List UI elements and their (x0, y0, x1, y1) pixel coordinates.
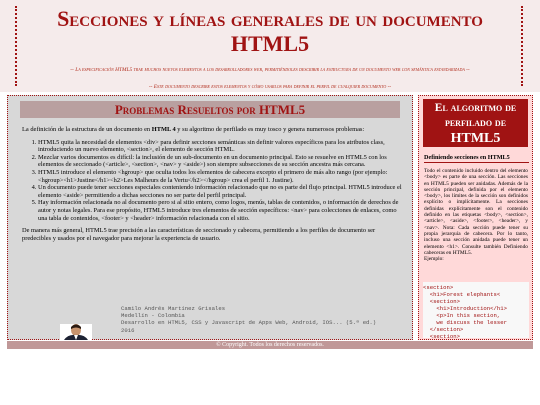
list-item: 2. Mezclar varios documentos es difícil: la inclusión de un sub-documento en un documento principal. Esto se resuelve en HTML5 con los elementos de seccionado (<article>, <section>, <nav> y <aside>) son siempre subsecciones de su sección ancestra más cercana. (38, 154, 402, 169)
list-item: 3. HTML5 introduce el elemento <hgroup> que oculta todos los elementos de cabecera excepto el primero de más alto rango (por ejemplo: <hgroup><h1>Justine</h1><h2>Les Malheurs de la Vertu</h2></hgroup> crea el perfil 1. Justine). (38, 169, 402, 184)
problems-list (22, 139, 402, 223)
code-line: <h1>Forest elephants< (423, 291, 501, 298)
page-footer (7, 341, 533, 349)
sidebar-heading: Definiendo secciones en HTML5 (424, 154, 510, 161)
header-dotted-border-right (521, 6, 523, 86)
sidebar-title-line-3: HTML5 (450, 131, 501, 146)
intro-text-b: HTML 4 (151, 126, 176, 133)
article-conclusion: De manera más general, HTML5 trae precisión a las características de seccionado y cabecera, permitiendo a los perfiles de documento ser predecibles y usados por el navegador para mejorar la experiencia de usuario. (22, 227, 376, 242)
page-title: Secciones y líneas generales de un documento HTML5 (57, 6, 483, 56)
code-line: <section> (423, 333, 460, 338)
sidebar (418, 95, 533, 340)
list-item: 1. HTML5 quita la necesidad de elementos <div> para definir secciones semánticas sin definir valores específicos para los atributos class, introduciendo un nuevo elemento, <section>, el elemento de sección HTML. (38, 139, 402, 154)
code-line: <section> (423, 298, 460, 305)
sidebar-title-line-1: El algoritmo de (434, 102, 517, 114)
sidebar-paragraph: Todo el contenido incluido dentro del elemento <body> es parte de una sección. Las secciones en HTML5 pueden ser anidadas. Además de la sección principal, definida por el elemento <body>, los límites de la sección son definidos explícito o implícitamente. La secciones definidas explícitamente son el contenido definido en las etiquetas <body>, <section>, <article>, <aside>, <footer>, <header>, y <nav>. Nota: Cada sección puede tener su propia jerarquía de cabecera. Por lo tanto, incluso una sección anidada puede tener un elemento <h1>. Consulte también Definiendo cabeceras en HTML5. (424, 168, 528, 256)
sidebar-title (423, 99, 528, 147)
example-label: Ejemplo: (424, 256, 444, 263)
code-line: <p>In this section, (423, 312, 501, 319)
list-item: 4. Un documento puede tener secciones especiales conteniendo información relacionado que no es parte del flujo principal. HTML5 introduce el elemento <aside> permitiendo a dichas secciones no ser parte del perfil principal. (38, 184, 402, 199)
article-title: Problemas Resueltos por HTML5 (20, 101, 400, 118)
author-course: Desarrollo en HTML5, CSS y Javascript de Apps Web, Android, IOS... (5.ª ed.) (121, 319, 377, 327)
code-line: <h1>Introduction</h1> (423, 305, 507, 312)
intro-text-c: y su algoritmo de perfilado es muy tosco y genera numerosos problemas: (175, 126, 365, 133)
code-line: </section> (423, 326, 464, 333)
article-body (22, 126, 402, 247)
code-example[interactable] (423, 282, 529, 338)
author-city: Medellín - Colombia (121, 312, 185, 320)
list-item: 5. Hay información relacionada no al documento pero si al sitio entero, como logos, menús, tablas de contenidos, o información de derechos de autor y notas legales. Para ese propósito, HTML5 introduce tres elementos de sección específicos: <nav> para colecciones de enlaces, como una tabla de contenidos, <footer> y <header> información relacionada con el sitio. (38, 199, 402, 222)
page-subtitle-2: -- Este documento describe estos elementos y cómo usarlos para definir el perfil de cualquier documento -- (148, 84, 392, 90)
author-photo (60, 324, 92, 340)
sidebar-text (424, 168, 528, 262)
sidebar-divider (424, 162, 529, 163)
author-name: Camilo Andrés Martínez Grisales (121, 305, 226, 312)
author-info (121, 305, 411, 334)
page-header (0, 0, 540, 92)
code-line: <section> (423, 284, 454, 291)
header-dotted-border-left (15, 6, 17, 86)
article-intro (22, 126, 402, 134)
page-subtitle-1: -- La especificación HTML5 trae muchos nuevos elementos a los desarrolladores web, permitiéndoles describir la estructura de un documento web con semántica estandarizada -- (70, 67, 470, 73)
copyright-text: © Copyright. Todos los derechos reservados. (216, 342, 324, 348)
author-year: 2016 (121, 326, 135, 334)
author-avatar-icon (60, 324, 92, 340)
sidebar-title-line-2: perfilado de (444, 117, 507, 129)
main-article (7, 95, 413, 340)
code-line: we discuss the lesser (423, 319, 507, 326)
intro-text-a: La definición de la estructura de un documento en (22, 126, 152, 133)
